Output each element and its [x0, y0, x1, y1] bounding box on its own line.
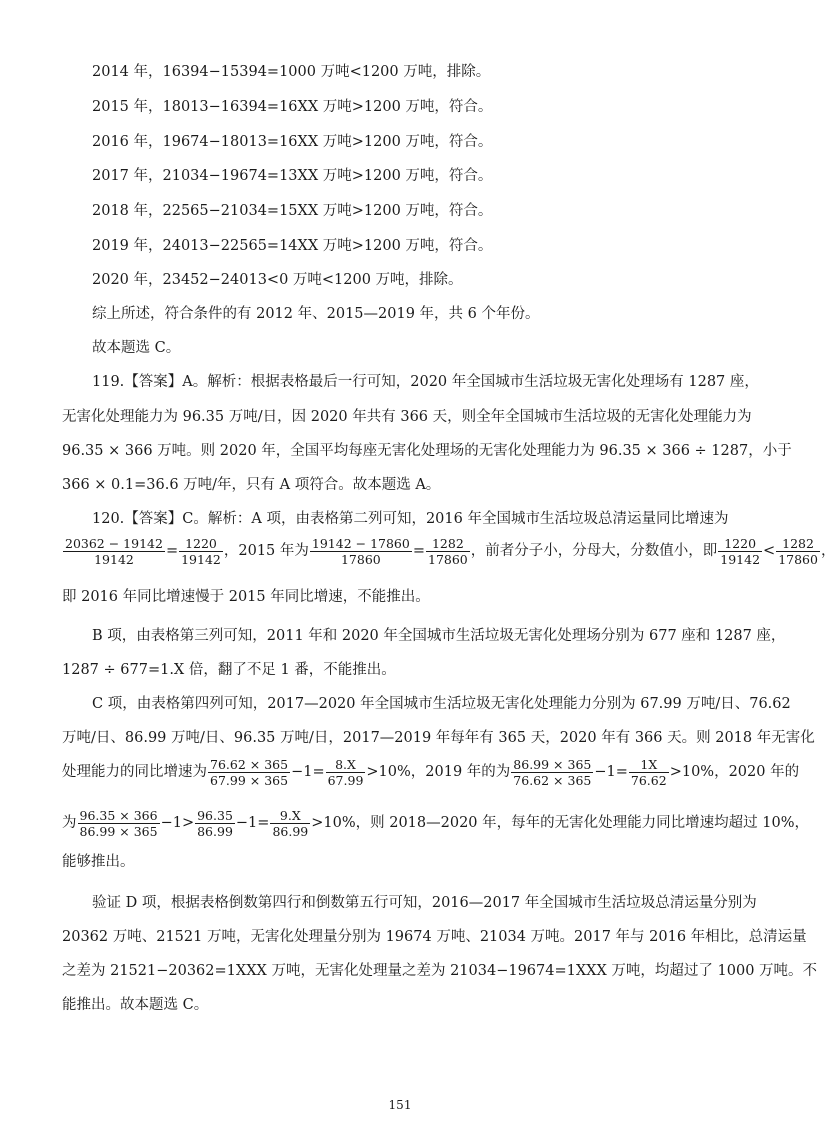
text-line-2014: 2014 年，16394−15394=1000 万吨<1200 万吨，排除。	[92, 64, 491, 80]
q120-c-formula-line-2: 为 $\frac{96.35 \times 366}{86.99 \times 365}$ −1> $\frac{96.35}{86.99}$ −1= $\frac{9.X}{86.99}$ >10%，则 2018—2020 年，每年的无害化处理能力同比增速均超过 10%，	[62, 807, 809, 839]
q120-d-line-4: 能推出。故本题选 C。	[62, 997, 209, 1013]
q120-c-line-2: 万吨/日、86.99 万吨/日、96.35 万吨/日，2017—2019 年每年有 365 天，2020 年有 366 天。则 2018 年无害化	[62, 730, 815, 746]
fraction: $\frac{1282}{17860}$	[428, 535, 468, 567]
fraction: $\frac{1282}{17860}$	[778, 535, 818, 567]
q120-d-line-2: 20362 万吨、21521 万吨，无害化处理量分别为 19674 万吨、21034 万吨。2017 年与 2016 年相比，总清运量	[62, 929, 807, 945]
q119-line-3: 96.35 × 366 万吨。则 2020 年，全国平均每座无害化处理场的无害化处理能力为 96.35 × 366 ÷ 1287，小于	[62, 443, 792, 459]
text-line-2019: 2019 年，24013−22565=14XX 万吨>1200 万吨，符合。	[92, 238, 493, 254]
q120-c-formula-line-1: 处理能力的同比增速为 $\frac{76.62 \times 365}{67.99 \times 365}$ −1= $\frac{8.X}{67.99}$ >10%，2019 年的为 $\frac{86.99 \times 365}{76.62 \times 365}$ −1= $\frac{1X}{76.62}$ >10%，2020 年的	[62, 756, 800, 788]
fraction: $\frac{96.35}{86.99}$	[197, 807, 233, 839]
q120-formula-line: $\frac{20362 - 19142}{19142}$ = $\frac{1220}{19142}$ ，2015 年为 $\frac{19142 - 17860}{17860}$ = $\frac{1282}{17860}$ ，前者分子小，分母大，分数值小，即 $\frac{1220}{19142}$ < $\frac{1282}{17860}$ ，	[65, 535, 835, 567]
summary-line: 综上所述，符合条件的有 2012 年、2015—2019 年，共 6 个年份。	[92, 306, 540, 322]
page-number: 151	[388, 1098, 412, 1112]
fraction: $\frac{76.62 \times 365}{67.99 \times 365}$	[210, 756, 289, 788]
text-line-2015: 2015 年，18013−16394=16XX 万吨>1200 万吨，符合。	[92, 99, 493, 115]
fraction: $\frac{1X}{76.62}$	[630, 756, 667, 788]
fraction: $\frac{86.99 \times 365}{76.62 \times 365}$	[513, 756, 592, 788]
fraction: $\frac{96.35 \times 366}{86.99 \times 365}$	[79, 807, 158, 839]
text-line-2020: 2020 年，23452−24013<0 万吨<1200 万吨，排除。	[92, 272, 463, 288]
q120-line-1: 120.【答案】C。解析：A 项，由表格第二列可知，2016 年全国城市生活垃圾总清运量同比增速为	[92, 511, 729, 527]
q119-line-4: 366 × 0.1=36.6 万吨/年，只有 A 项符合。故本题选 A。	[62, 477, 441, 493]
q120-b-line-2: 1287 ÷ 677=1.X 倍，翻了不足 1 番，不能推出。	[62, 662, 396, 678]
text-line-2017: 2017 年，21034−19674=13XX 万吨>1200 万吨，符合。	[92, 168, 493, 184]
q120-d-line-3: 之差为 21521−20362=1XXX 万吨，无害化处理量之差为 21034−19674=1XXX 万吨，均超过了 1000 万吨。不	[62, 963, 818, 979]
q120-c-line-5: 能够推出。	[62, 854, 135, 870]
q119-line-1: 119.【答案】A。解析：根据表格最后一行可知，2020 年全国城市生活垃圾无害化处理场有 1287 座，	[92, 374, 759, 390]
q120-c-line-1: C 项，由表格第四列可知，2017—2020 年全国城市生活垃圾无害化处理能力分别为 67.99 万吨/日、76.62	[92, 696, 791, 712]
fraction: $\frac{20362 - 19142}{19142}$	[65, 535, 163, 567]
text-line-2016: 2016 年，19674−18013=16XX 万吨>1200 万吨，符合。	[92, 134, 493, 150]
q120-d-line-1: 验证 D 项，根据表格倒数第四行和倒数第五行可知，2016—2017 年全国城市生活垃圾总清运量分别为	[92, 895, 757, 911]
q119-line-2: 无害化处理能力为 96.35 万吨/日，因 2020 年共有 366 天，则全年全国城市生活垃圾的无害化处理能力为	[62, 409, 752, 425]
q120-b-line-1: B 项，由表格第三列可知，2011 年和 2020 年全国城市生活垃圾无害化处理场分别为 677 座和 1287 座，	[92, 628, 786, 644]
fraction: $\frac{1220}{19142}$	[720, 535, 761, 567]
fraction: $\frac{9.X}{86.99}$	[272, 807, 309, 839]
fraction: $\frac{8.X}{67.99}$	[327, 756, 364, 788]
conclusion-line: 故本题选 C。	[92, 340, 181, 356]
fraction: $\frac{1220}{19142}$	[181, 535, 221, 567]
q120-line-3: 即 2016 年同比增速慢于 2015 年同比增速，不能推出。	[62, 589, 430, 605]
fraction: $\frac{19142 - 17860}{17860}$	[311, 535, 410, 567]
text-line-2018: 2018 年，22565−21034=15XX 万吨>1200 万吨，符合。	[92, 203, 493, 219]
